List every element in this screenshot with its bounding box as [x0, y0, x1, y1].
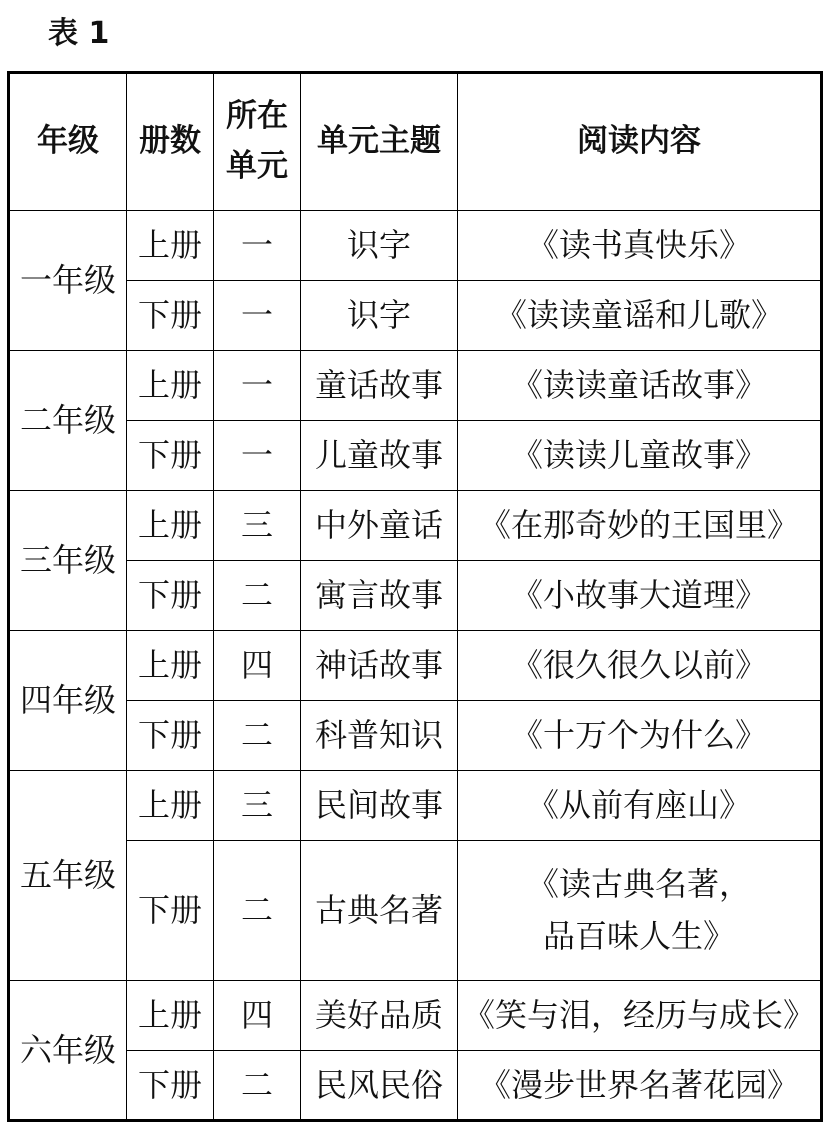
volume-cell: 上册 — [127, 771, 214, 841]
volume-cell: 上册 — [127, 211, 214, 281]
grade-cell: 四年级 — [9, 631, 127, 771]
grade-cell: 一年级 — [9, 211, 127, 351]
volume-cell: 下册 — [127, 281, 214, 351]
volume-cell: 下册 — [127, 841, 214, 981]
theme-cell: 民风民俗 — [301, 1051, 458, 1121]
unit-cell: 一 — [214, 281, 301, 351]
volume-cell: 上册 — [127, 491, 214, 561]
unit-cell: 二 — [214, 1051, 301, 1121]
reading-cell: 《读读童话故事》 — [458, 351, 822, 421]
reading-cell — [458, 841, 822, 981]
unit-cell: 四 — [214, 631, 301, 701]
volume-cell: 上册 — [127, 981, 214, 1051]
table-row — [9, 701, 822, 771]
header-unit-line2: 单元 — [226, 148, 288, 184]
table-row — [9, 211, 822, 281]
header-unit — [214, 73, 301, 211]
table-row — [9, 281, 822, 351]
reading-cell: 《在那奇妙的王国里》 — [458, 491, 822, 561]
reading-table — [7, 71, 823, 1122]
theme-cell: 美好品质 — [301, 981, 458, 1051]
reading-cell: 《很久很久以前》 — [458, 631, 822, 701]
table-row — [9, 1051, 822, 1121]
theme-cell: 寓言故事 — [301, 561, 458, 631]
table-row — [9, 421, 822, 491]
volume-cell: 上册 — [127, 351, 214, 421]
theme-cell: 神话故事 — [301, 631, 458, 701]
header-row — [9, 73, 822, 211]
header-reading: 阅读内容 — [458, 73, 822, 211]
volume-cell: 下册 — [127, 421, 214, 491]
theme-cell: 识字 — [301, 281, 458, 351]
reading-cell: 《读书真快乐》 — [458, 211, 822, 281]
grade-cell: 五年级 — [9, 771, 127, 981]
reading-cell: 《读读童谣和儿歌》 — [458, 281, 822, 351]
header-theme: 单元主题 — [301, 73, 458, 211]
volume-cell: 上册 — [127, 631, 214, 701]
unit-cell: 一 — [214, 211, 301, 281]
theme-cell: 民间故事 — [301, 771, 458, 841]
unit-cell: 三 — [214, 491, 301, 561]
unit-cell: 一 — [214, 421, 301, 491]
reading-cell: 《漫步世界名著花园》 — [458, 1051, 822, 1121]
volume-cell: 下册 — [127, 1051, 214, 1121]
table-caption: 表 1 — [48, 16, 110, 51]
unit-cell: 二 — [214, 701, 301, 771]
reading-cell: 《小故事大道理》 — [458, 561, 822, 631]
table-row — [9, 771, 822, 841]
table-row — [9, 631, 822, 701]
unit-cell: 三 — [214, 771, 301, 841]
reading-line2: 品百味人生》 — [542, 916, 735, 955]
unit-cell: 四 — [214, 981, 301, 1051]
volume-cell: 下册 — [127, 561, 214, 631]
header-volume: 册数 — [127, 73, 214, 211]
table-row — [9, 841, 822, 981]
table-row — [9, 981, 822, 1051]
unit-cell: 二 — [214, 841, 301, 981]
reading-cell: 《读读儿童故事》 — [458, 421, 822, 491]
theme-cell: 识字 — [301, 211, 458, 281]
grade-cell: 三年级 — [9, 491, 127, 631]
theme-cell: 古典名著 — [301, 841, 458, 981]
volume-cell: 下册 — [127, 701, 214, 771]
theme-cell: 儿童故事 — [301, 421, 458, 491]
theme-cell: 中外童话 — [301, 491, 458, 561]
table-row — [9, 561, 822, 631]
table-row — [9, 491, 822, 561]
unit-cell: 一 — [214, 351, 301, 421]
grade-cell: 六年级 — [9, 981, 127, 1121]
grade-cell: 二年级 — [9, 351, 127, 491]
header-unit-line1: 所在 — [226, 98, 288, 135]
reading-cell: 《笑与泪，经历与成长》 — [458, 981, 822, 1051]
reading-cell: 《从前有座山》 — [458, 771, 822, 841]
reading-cell: 《十万个为什么》 — [458, 701, 822, 771]
header-grade: 年级 — [9, 73, 127, 211]
unit-cell: 二 — [214, 561, 301, 631]
theme-cell: 童话故事 — [301, 351, 458, 421]
reading-line1: 《读古典名著， — [526, 865, 751, 904]
table-row — [9, 351, 822, 421]
theme-cell: 科普知识 — [301, 701, 458, 771]
